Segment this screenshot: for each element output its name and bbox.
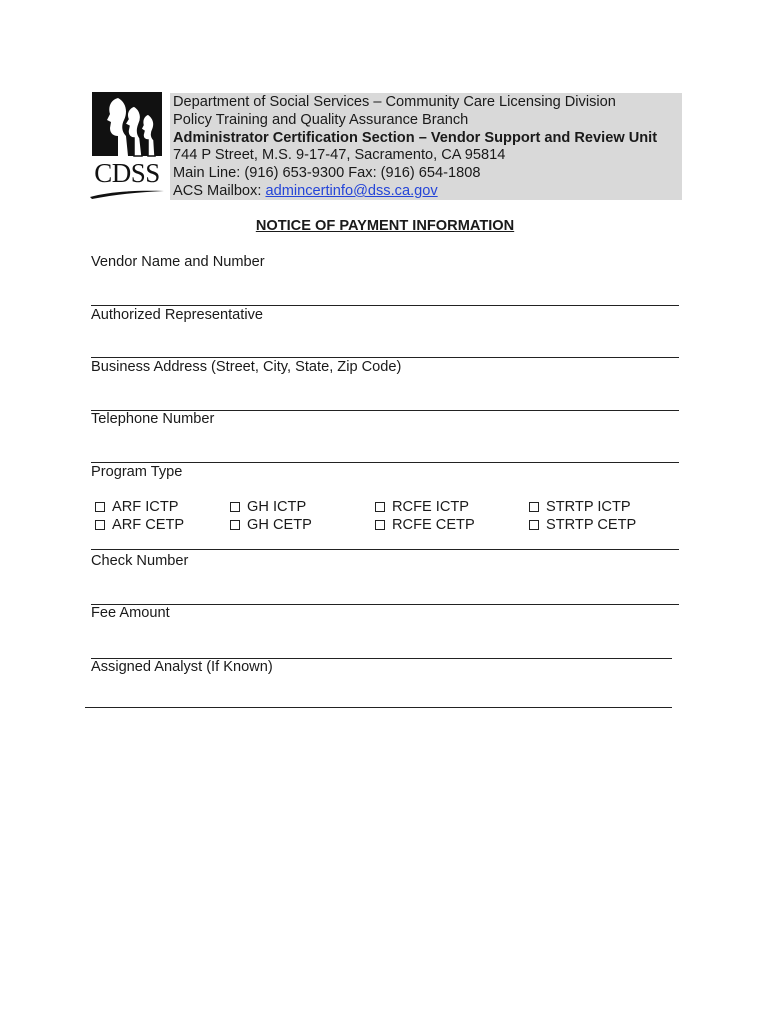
option-label: RCFE CETP: [392, 517, 475, 533]
checkbox[interactable]: [230, 502, 240, 512]
header-address: 744 P Street, M.S. 9-17-47, Sacramento, CA 95814: [173, 147, 506, 164]
vendor-label: Vendor Name and Number: [91, 254, 265, 270]
representative-input-line[interactable]: [91, 357, 679, 358]
header-branch: Policy Training and Quality Assurance Branch: [173, 111, 469, 128]
cdss-logo: [88, 92, 166, 200]
telephone-label: Telephone Number: [91, 411, 215, 427]
analyst-input-line[interactable]: [85, 707, 672, 708]
header-department: Department of Social Services – Community Care Licensing Division: [173, 94, 616, 110]
document-title: NOTICE OF PAYMENT INFORMATION: [255, 218, 515, 234]
logo-swoosh-icon: [88, 188, 166, 200]
telephone-input-line[interactable]: [91, 462, 679, 463]
mailbox-email-link[interactable]: admincertinfo@dss.ca.gov: [265, 182, 438, 199]
option-gh-ictp[interactable]: [230, 499, 306, 515]
option-arf-cetp[interactable]: [95, 517, 184, 533]
program-type-divider: [91, 549, 679, 550]
fee-amount-label: Fee Amount: [91, 605, 170, 621]
checkbox[interactable]: [95, 502, 105, 512]
option-label: RCFE ICTP: [392, 499, 470, 515]
checkbox[interactable]: [230, 520, 240, 530]
option-strtp-cetp[interactable]: [529, 517, 636, 533]
header-mailbox: [173, 183, 682, 201]
option-label: ARF CETP: [112, 517, 185, 533]
option-label: ARF ICTP: [112, 499, 179, 515]
option-rcfe-cetp[interactable]: [375, 517, 475, 533]
option-arf-ictp[interactable]: [95, 499, 178, 515]
agency-header: [170, 93, 682, 200]
check-number-input-line[interactable]: [91, 604, 679, 605]
option-rcfe-ictp[interactable]: [375, 499, 469, 515]
checkbox[interactable]: [95, 520, 105, 530]
header-phone: Main Line: (916) 653-9300 Fax: (916) 654-1808: [173, 165, 481, 182]
representative-label: Authorized Representative: [91, 307, 263, 323]
option-label: STRTP ICTP: [546, 499, 631, 515]
analyst-label: Assigned Analyst (If Known): [91, 659, 273, 675]
checkbox[interactable]: [529, 502, 539, 512]
checkbox[interactable]: [375, 520, 385, 530]
checkbox[interactable]: [375, 502, 385, 512]
check-number-label: Check Number: [91, 553, 189, 569]
option-label: GH ICTP: [247, 499, 307, 515]
checkbox[interactable]: [529, 520, 539, 530]
address-label: Business Address (Street, City, State, Zip Code): [91, 359, 402, 375]
cdss-faces-logo-icon: [88, 92, 166, 162]
option-strtp-ictp[interactable]: [529, 499, 631, 515]
header-section: Administrator Certification Section – Vendor Support and Review Unit: [173, 129, 658, 146]
option-gh-cetp[interactable]: [230, 517, 312, 533]
option-label: GH CETP: [247, 517, 312, 533]
vendor-input-line[interactable]: [91, 305, 679, 306]
program-type-label: Program Type: [91, 464, 183, 480]
option-label: STRTP CETP: [546, 517, 637, 533]
logo-text: CDSS: [94, 158, 160, 188]
mailbox-label: ACS Mailbox:: [173, 182, 266, 199]
